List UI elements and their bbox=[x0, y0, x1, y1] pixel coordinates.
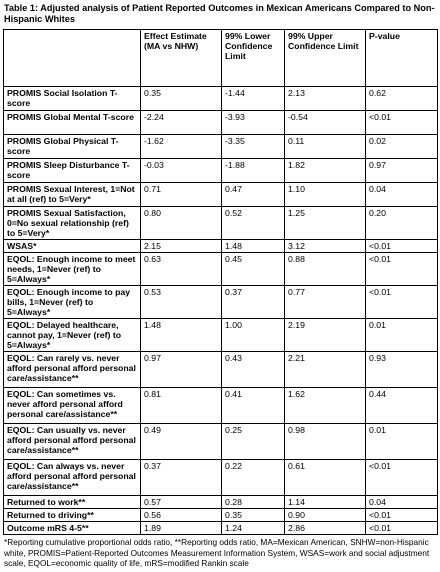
p-value-cell: 0.97 bbox=[366, 159, 438, 183]
upper-limit-cell: 2.19 bbox=[285, 319, 366, 352]
upper-limit-cell: 1.14 bbox=[285, 496, 366, 509]
header-lower-limit: 99% Lower Confidence Limit bbox=[222, 30, 285, 87]
p-value-cell: <0.01 bbox=[366, 111, 438, 135]
table-row bbox=[4, 509, 438, 522]
table-body bbox=[4, 87, 438, 535]
upper-limit-cell: 1.62 bbox=[285, 388, 366, 424]
effect-estimate-cell: 0.63 bbox=[141, 253, 222, 286]
row-label: EQOL: Can rarely vs. never afford personal afford personal care/assistance** bbox=[4, 352, 141, 388]
lower-limit-cell: 0.43 bbox=[222, 352, 285, 388]
lower-limit-cell: 1.48 bbox=[222, 240, 285, 253]
lower-limit-cell: 0.45 bbox=[222, 253, 285, 286]
upper-limit-cell: 1.82 bbox=[285, 159, 366, 183]
effect-estimate-cell: 0.56 bbox=[141, 509, 222, 522]
p-value-cell: <0.01 bbox=[366, 286, 438, 319]
upper-limit-cell: 1.10 bbox=[285, 183, 366, 207]
row-label: PROMIS Sexual Satisfaction, 0=No sexual relationship (ref) to 5=Very* bbox=[4, 207, 141, 240]
row-label: EQOL: Enough income to pay bills, 1=Never (ref) to 5=Always* bbox=[4, 286, 141, 319]
upper-limit-cell: 0.88 bbox=[285, 253, 366, 286]
upper-limit-cell: -0.54 bbox=[285, 111, 366, 135]
table-row bbox=[4, 111, 438, 135]
lower-limit-cell: 0.25 bbox=[222, 424, 285, 460]
table-row bbox=[4, 388, 438, 424]
row-label: EQOL: Can usually vs. never afford personal afford personal care/assistance** bbox=[4, 424, 141, 460]
effect-estimate-cell: 2.15 bbox=[141, 240, 222, 253]
effect-estimate-cell: 0.71 bbox=[141, 183, 222, 207]
p-value-cell: 0.04 bbox=[366, 496, 438, 509]
lower-limit-cell: 0.52 bbox=[222, 207, 285, 240]
upper-limit-cell: 0.61 bbox=[285, 460, 366, 496]
lower-limit-cell: -1.88 bbox=[222, 159, 285, 183]
row-label: WSAS* bbox=[4, 240, 141, 253]
row-label: PROMIS Global Mental T-score bbox=[4, 111, 141, 135]
p-value-cell: 0.62 bbox=[366, 87, 438, 111]
p-value-cell: 0.01 bbox=[366, 319, 438, 352]
effect-estimate-cell: 0.53 bbox=[141, 286, 222, 319]
table-row bbox=[4, 319, 438, 352]
row-label: EQOL: Enough income to meet needs, 1=Never (ref) to 5=Always* bbox=[4, 253, 141, 286]
lower-limit-cell: 0.28 bbox=[222, 496, 285, 509]
row-label: EQOL: Can always vs. never afford personal afford personal care/assistance** bbox=[4, 460, 141, 496]
row-label: EQOL: Can sometimes vs. never afford personal afford personal care/assistance** bbox=[4, 388, 141, 424]
table-row bbox=[4, 424, 438, 460]
lower-limit-cell: -3.35 bbox=[222, 135, 285, 159]
row-label: Returned to driving** bbox=[4, 509, 141, 522]
effect-estimate-cell: 0.57 bbox=[141, 496, 222, 509]
upper-limit-cell: 3.12 bbox=[285, 240, 366, 253]
effect-estimate-cell: 0.81 bbox=[141, 388, 222, 424]
lower-limit-cell: -3.93 bbox=[222, 111, 285, 135]
effect-estimate-cell: 0.97 bbox=[141, 352, 222, 388]
lower-limit-cell: 0.35 bbox=[222, 509, 285, 522]
lower-limit-cell: 0.22 bbox=[222, 460, 285, 496]
p-value-cell: 0.93 bbox=[366, 352, 438, 388]
upper-limit-cell: 0.98 bbox=[285, 424, 366, 460]
effect-estimate-cell: -2.24 bbox=[141, 111, 222, 135]
upper-limit-cell: 2.21 bbox=[285, 352, 366, 388]
row-label: PROMIS Sleep Disturbance T-score bbox=[4, 159, 141, 183]
lower-limit-cell: 0.37 bbox=[222, 286, 285, 319]
upper-limit-cell: 0.11 bbox=[285, 135, 366, 159]
row-label: Outcome mRS 4-5** bbox=[4, 522, 141, 535]
p-value-cell: 0.01 bbox=[366, 424, 438, 460]
table-row bbox=[4, 240, 438, 253]
upper-limit-cell: 2.13 bbox=[285, 87, 366, 111]
effect-estimate-cell: 0.80 bbox=[141, 207, 222, 240]
upper-limit-cell: 0.90 bbox=[285, 509, 366, 522]
header-row bbox=[4, 30, 438, 87]
effect-estimate-cell: -0.03 bbox=[141, 159, 222, 183]
header-upper-limit: 99% Upper Confidence Limit bbox=[285, 30, 366, 87]
lower-limit-cell: -1.44 bbox=[222, 87, 285, 111]
p-value-cell: <0.01 bbox=[366, 253, 438, 286]
table-row bbox=[4, 159, 438, 183]
table-row bbox=[4, 183, 438, 207]
p-value-cell: 0.44 bbox=[366, 388, 438, 424]
effect-estimate-cell: -1.62 bbox=[141, 135, 222, 159]
p-value-cell: <0.01 bbox=[366, 460, 438, 496]
row-label: PROMIS Sexual Interest, 1=Not at all (ref) to 5=Very* bbox=[4, 183, 141, 207]
table-row bbox=[4, 460, 438, 496]
results-table bbox=[3, 29, 438, 535]
effect-estimate-cell: 1.89 bbox=[141, 522, 222, 535]
p-value-cell: <0.01 bbox=[366, 240, 438, 253]
header-p-value: P-value bbox=[366, 30, 438, 87]
lower-limit-cell: 0.41 bbox=[222, 388, 285, 424]
lower-limit-cell: 1.24 bbox=[222, 522, 285, 535]
effect-estimate-cell: 0.49 bbox=[141, 424, 222, 460]
table-row bbox=[4, 135, 438, 159]
lower-limit-cell: 1.00 bbox=[222, 319, 285, 352]
row-label: PROMIS Global Physical T-score bbox=[4, 135, 141, 159]
table-row bbox=[4, 352, 438, 388]
header-blank bbox=[4, 30, 141, 87]
table-row bbox=[4, 253, 438, 286]
table-row bbox=[4, 286, 438, 319]
p-value-cell: <0.01 bbox=[366, 509, 438, 522]
lower-limit-cell: 0.47 bbox=[222, 183, 285, 207]
effect-estimate-cell: 0.35 bbox=[141, 87, 222, 111]
row-label: Returned to work** bbox=[4, 496, 141, 509]
table-title: Table 1: Adjusted analysis of Patient Reported Outcomes in Mexican Americans Compared to Non-Hispanic Whites bbox=[4, 3, 435, 24]
table-footnote: *Reporting cumulative proportional odds ratio, **Reporting odds ratio, MA=Mexican American, SNHW=non-Hispanic white, PROMIS=Patient-Reported Outcomes Measurement Information System, WSAS=work and social adjustment scale, EQOL=economic quality of life, mRS=modified Rankin scale bbox=[4, 537, 430, 568]
p-value-cell: 0.04 bbox=[366, 183, 438, 207]
p-value-cell: 0.02 bbox=[366, 135, 438, 159]
table-row bbox=[4, 87, 438, 111]
upper-limit-cell: 2.86 bbox=[285, 522, 366, 535]
table-row bbox=[4, 522, 438, 535]
table-row bbox=[4, 207, 438, 240]
p-value-cell: <0.01 bbox=[366, 522, 438, 535]
header-effect-estimate: Effect Estimate (MA vs NHW) bbox=[141, 30, 222, 87]
effect-estimate-cell: 0.37 bbox=[141, 460, 222, 496]
row-label: EQOL: Delayed healthcare, cannot pay, 1=Never (ref) to 5=Always* bbox=[4, 319, 141, 352]
upper-limit-cell: 0.77 bbox=[285, 286, 366, 319]
table-row bbox=[4, 496, 438, 509]
p-value-cell: 0.20 bbox=[366, 207, 438, 240]
upper-limit-cell: 1.25 bbox=[285, 207, 366, 240]
row-label: PROMIS Social Isolation T-score bbox=[4, 87, 141, 111]
effect-estimate-cell: 1.48 bbox=[141, 319, 222, 352]
